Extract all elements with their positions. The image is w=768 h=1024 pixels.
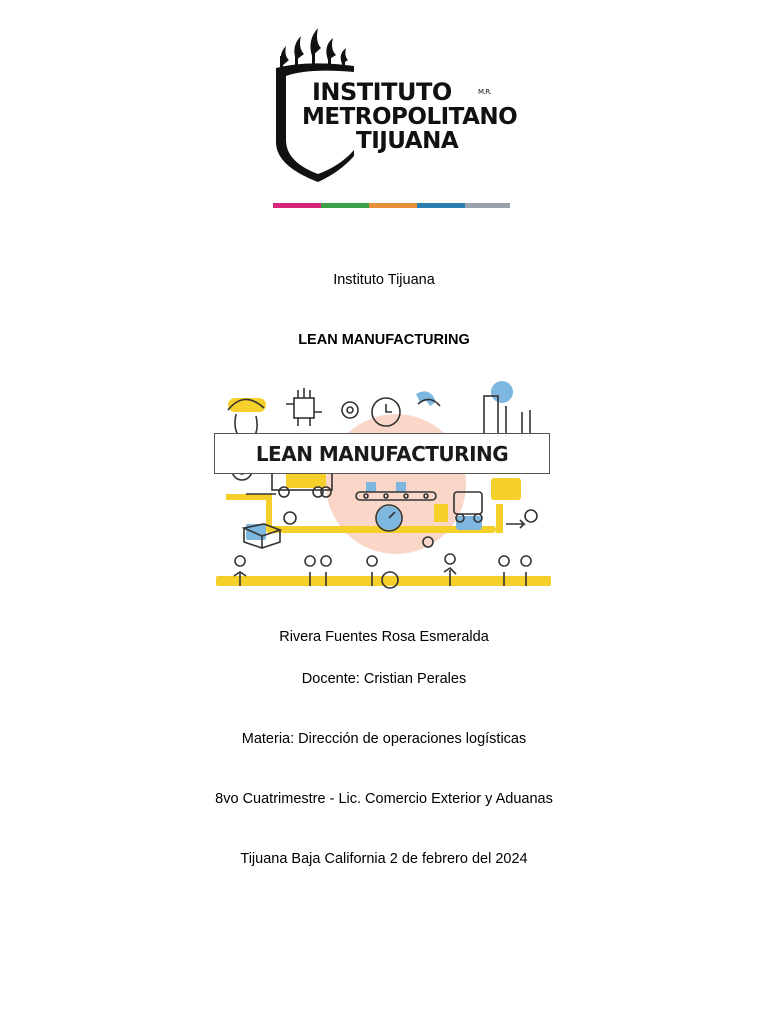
logo-bar-blue (417, 203, 465, 208)
term-program: 8vo Cuatrimestre - Lic. Comercio Exterior y Aduanas (215, 791, 553, 807)
student-name: Rivera Fuentes Rosa Esmeralda (279, 629, 489, 645)
place-and-date: Tijuana Baja California 2 de febrero del 2024 (240, 851, 528, 867)
teacher-name: Docente: Cristian Perales (301, 671, 467, 687)
document-title: LEAN MANUFACTURING (298, 332, 470, 348)
logo-line-1: INSTITUTO (312, 78, 452, 106)
logo-line-2: METROPOLITANO (302, 104, 518, 130)
logo-bar-magenta (273, 203, 321, 208)
banner-title: LEAN MANUFACTURING (255, 441, 509, 466)
logo-trademark: M.R. (478, 88, 492, 96)
logo-bar-orange (369, 203, 417, 208)
lean-manufacturing-banner (206, 376, 562, 596)
institution-name: Instituto Tijuana (333, 272, 435, 288)
manufacturing-illustration-icon (206, 376, 562, 596)
logo-bar-gray (465, 203, 510, 208)
subject-name: Materia: Dirección de operaciones logísticas (241, 731, 527, 747)
banner-title-box (214, 433, 550, 474)
institution-logo (268, 16, 516, 198)
logo-line-3: TIJUANA (356, 128, 459, 154)
logo-bar-green (321, 203, 369, 208)
